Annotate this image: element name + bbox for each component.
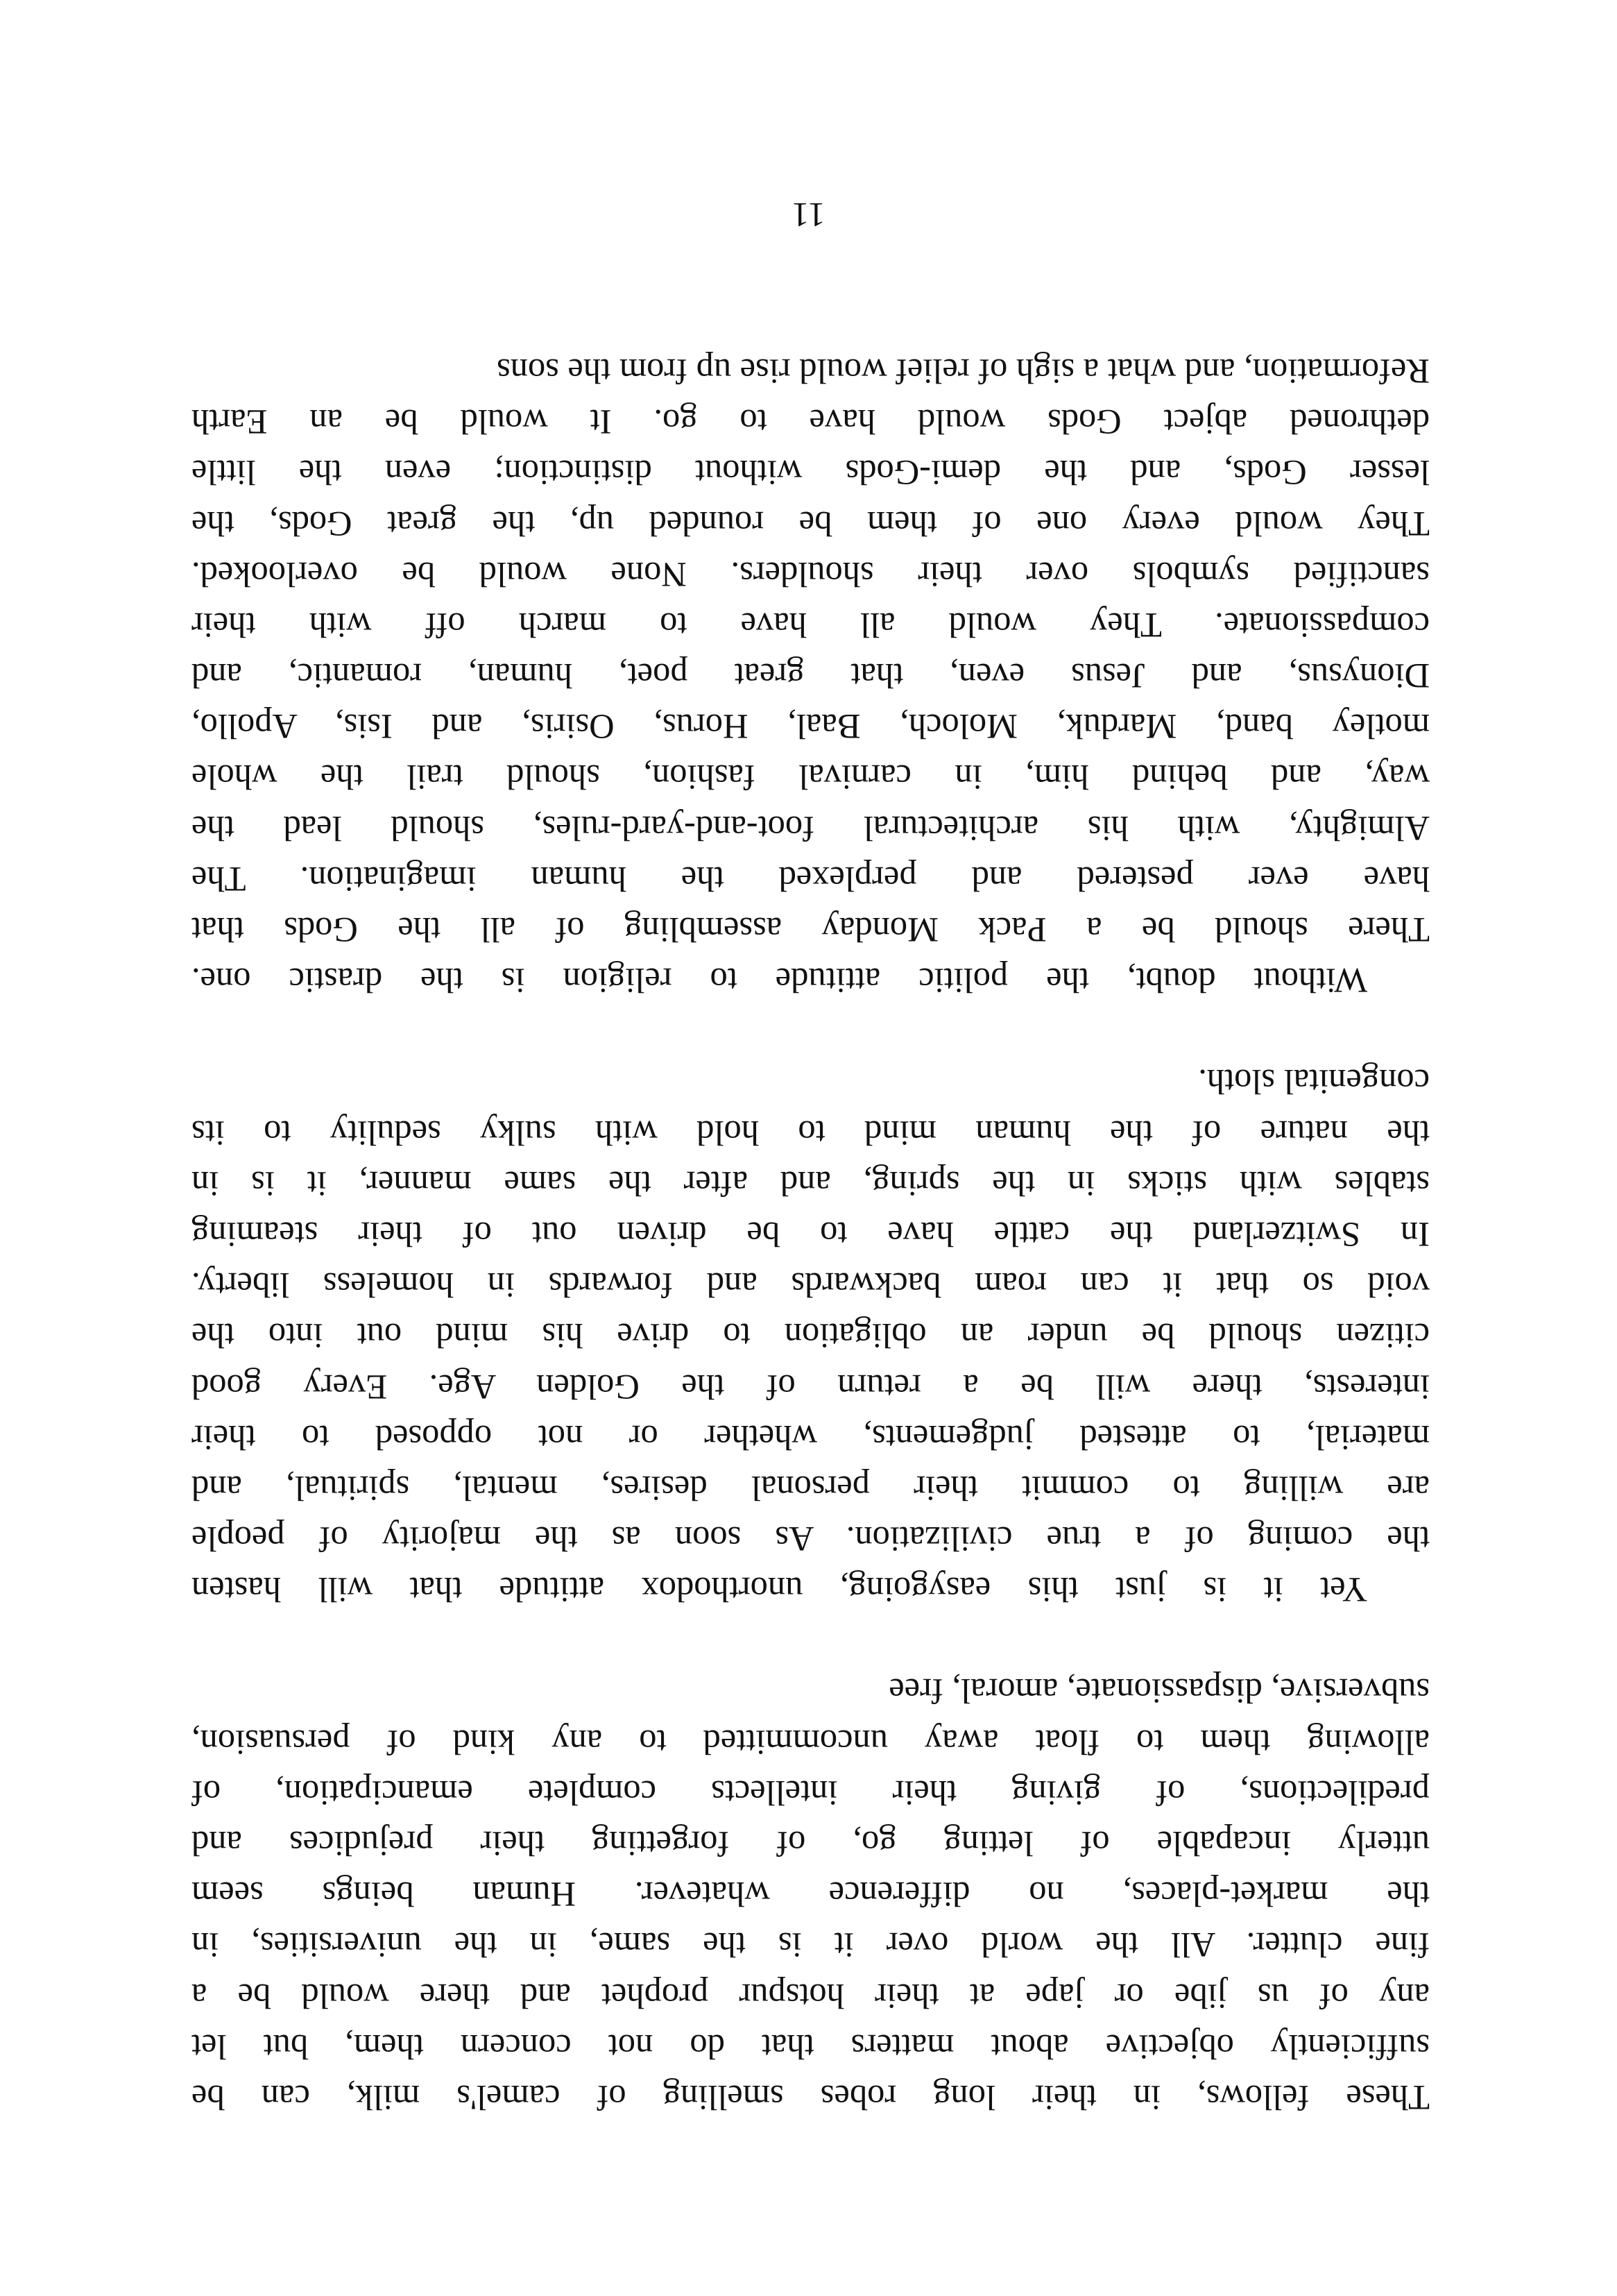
text-line: In Switzerland the cattle have to be driven out of their steaming [191, 1215, 1430, 1254]
paragraph-2 [191, 1056, 1430, 1615]
text-line: Dionysus, and Jesus even, that great poet, human, romantic, and [191, 656, 1430, 696]
text-line: sanctified symbols over their shoulders. None would be overlooked. [191, 554, 1430, 594]
text-line: interests, there will be a return of the Golden Age. Every good [191, 1367, 1430, 1406]
text-line: citizen should be under an obligation to drive his mind out into the [191, 1316, 1430, 1356]
text-line: Reformation, and what a sigh of relief would rise up from the sons [497, 352, 1430, 391]
body-text [191, 295, 1430, 2123]
paragraph-1 [191, 1665, 1430, 2123]
text-line: any of us jibe or jape at their hotspur prophet and there would be a [191, 1976, 1430, 2016]
text-line: Without doubt, the politic attitude to religion is the drastic one. [191, 961, 1367, 1001]
text-line: dethroned abject Gods would have to go. It would be an Earth [191, 402, 1430, 442]
text-line: There should be a Pack Monday assembling of all the Gods that [191, 910, 1430, 950]
text-line: sufficiently objective about matters that do not concern them, but let [191, 2027, 1430, 2066]
text-line: allowing them to float away uncommitted to any kind of persuasion, [191, 1722, 1430, 1762]
text-line: the market-places, no difference whatever. Human beings seem [191, 1875, 1430, 1914]
text-line: are willing to commit their personal desires, mental, spiritual, and [191, 1468, 1430, 1508]
text-line: the coming of a true civilization. As soon as the majority of people [191, 1520, 1430, 1559]
page-number: 11 [792, 196, 825, 235]
text-line: subversive, dispassionate, amoral, free [889, 1672, 1430, 1711]
text-line: stables with sticks in the spring, and after the same manner, it is in [191, 1164, 1430, 1203]
text-line: material, to attested judgements, whether or not opposed to their [191, 1418, 1430, 1457]
text-line: motley band, Marduk, Moloch, Baal, Horus, Osiris, and Isis, Apollo, [191, 707, 1430, 747]
text-line: compassionate. They would all have to march off with their [191, 605, 1430, 645]
text-line: These fellows, in their long robes smelling of camel's milk, can be [191, 2078, 1430, 2117]
text-line: have ever pestered and perplexed the human imagination. The [191, 859, 1430, 899]
text-line: void so that it can roam backwards and forwards in homeless liberty. [191, 1266, 1430, 1305]
text-line: predilections, of giving their intellects complete emancipation, of [191, 1773, 1430, 1812]
text-line: They would every one of them be rounded up, the great Gods, the [191, 504, 1430, 543]
text-line: congenital sloth. [1198, 1062, 1430, 1102]
text-line: lesser Gods, and the demi-Gods without distinction; even the little [191, 453, 1430, 493]
text-line: Yet it is just this easygoing, unorthodox attitude that will hasten [191, 1570, 1367, 1610]
text-line: utterly incapable of letting go, of forgetting their prejudices and [191, 1824, 1430, 1864]
text-line: Almighty, with his architectural foot-and-yard-rules, should lead the [191, 808, 1430, 848]
text-line: fine clutter. All the world over it is the same, in the universities, in [191, 1925, 1430, 1965]
paragraph-3 [191, 346, 1430, 1005]
text-line: way, and behind him, in carnival fashion, should trail the whole [191, 758, 1430, 797]
text-line: the nature of the human mind to hold with sulky sedulity to its [191, 1113, 1430, 1153]
